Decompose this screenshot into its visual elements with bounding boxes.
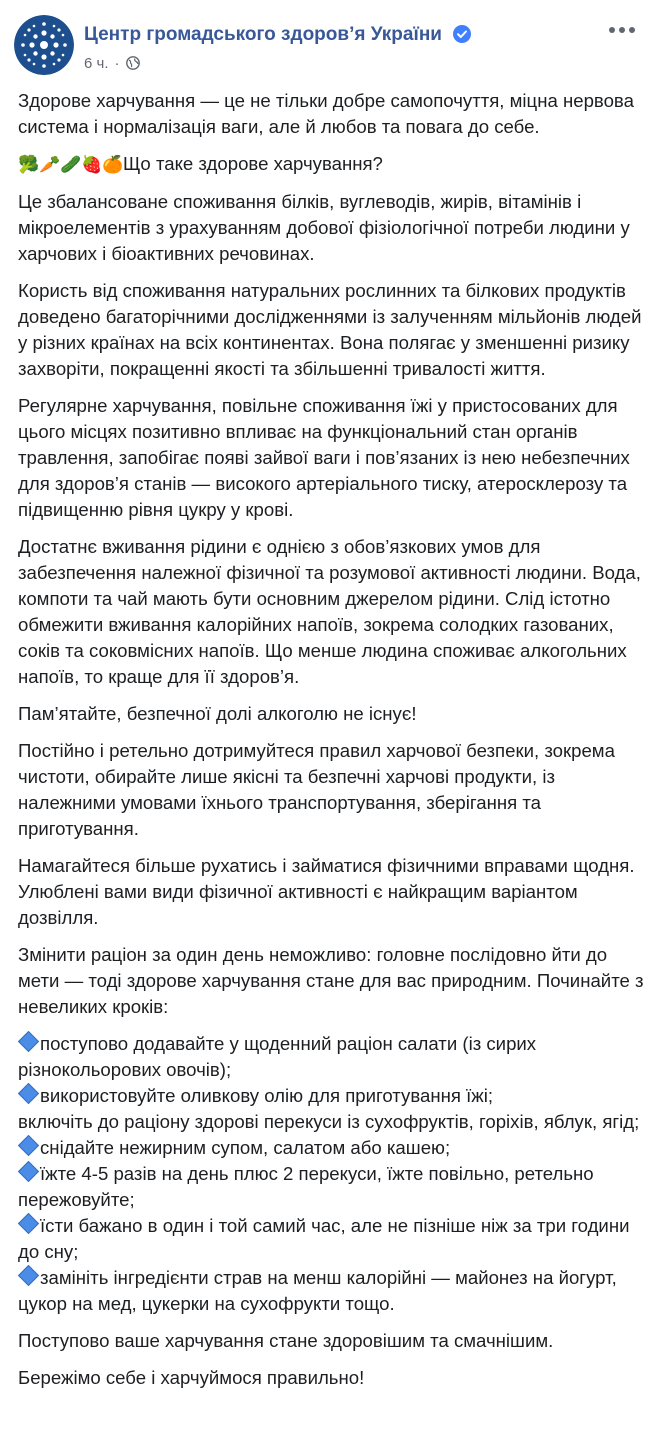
- paragraph-gradual: Поступово ваше харчування стане здоровішим та смачнішим.: [18, 1330, 554, 1351]
- list-item: поступово додавайте у щоденний раціон салати (із сирих різнокольорових овочів);: [18, 1031, 648, 1083]
- blue-diamond-icon: [18, 1031, 39, 1052]
- page-name[interactable]: Центр громадського здоров’я України: [84, 24, 442, 45]
- blue-diamond-icon: [18, 1265, 39, 1286]
- post-timestamp[interactable]: 6 ч.: [84, 55, 109, 72]
- list-item: їсти бажано в один і той самий час, але не пізніше ніж за три години до сну;: [18, 1213, 648, 1265]
- list-item: використовуйте оливкову олію для приготування їжі;: [18, 1083, 648, 1109]
- blue-diamond-icon: [18, 1161, 39, 1182]
- strawberry-icon: 🍓: [81, 155, 103, 174]
- page-avatar[interactable]: [14, 15, 74, 75]
- phc-logo-icon: [14, 15, 74, 75]
- paragraph-activity: Намагайтеся більше рухатись і займатися фізичними вправами щодня. Улюблені вами види фізичної активності є найкращим варіантом дозвілля.: [18, 855, 635, 928]
- broccoli-icon: 🥦: [18, 155, 40, 174]
- blue-diamond-icon: [18, 1135, 39, 1156]
- paragraph-intro: Здорове харчування — це не тільки добре самопочуття, міцна нервова система і нормалізація ваги, але й любов та повага до себе.: [18, 90, 634, 137]
- paragraph-definition: Це збалансоване споживання білків, вуглеводів, жирів, вітамінів і мікроелементів з урахуванням добової фізіологічної потреби людини у харчових і біоактивних речовинах.: [18, 191, 630, 264]
- globe-icon[interactable]: [126, 56, 140, 70]
- post-header: [0, 0, 655, 90]
- list-item: снідайте нежирним супом, салатом або кашею;: [18, 1135, 648, 1161]
- list-item: включіть до раціону здорові перекуси із сухофруктів, горіхів, яблук, ягід;: [18, 1111, 640, 1132]
- paragraph-alcohol: Пам’ятайте, безпечної долі алкоголю не існує!: [18, 703, 417, 724]
- paragraph-closing: Бережімо себе і харчуймося правильно!: [18, 1367, 365, 1388]
- meta-separator: ·: [114, 55, 120, 72]
- post-meta: [84, 55, 140, 72]
- paragraph-question: [18, 151, 648, 178]
- more-options-icon[interactable]: [609, 20, 635, 40]
- paragraph-fluids: Достатнє вживання рідини є однією з обов’язкових умов для забезпечення належної фізичної та розумової активності людини. Вода, компоти та чай мають бути основним джерелом рідини. Слід істотно обмежити вживання калорійних напоїв, зокрема солодких газованих, соків та соковмісних напоїв. Що менше людина споживає алкогольних напоїв, то краще для її здоров’я.: [18, 536, 641, 687]
- more-dot: [619, 27, 625, 33]
- list-item: їжте 4-5 разів на день плюс 2 перекуси, їжте повільно, ретельно пережовуйте;: [18, 1161, 648, 1213]
- tips-list: [18, 1031, 648, 1317]
- verified-badge-icon: [453, 25, 471, 43]
- question-text: Що таке здорове харчування?: [123, 153, 383, 174]
- paragraph-benefits: Користь від споживання натуральних рослинних та білкових продуктів доведено багаторічними дослідженнями із залученням мільйонів людей у різних країнах на всіх континентах. Вона полягає у зменшенні ризику захворіти, покращенні якості та збільшенні тривалості життя.: [18, 280, 642, 379]
- cucumber-icon: 🥒: [60, 155, 82, 174]
- blue-diamond-icon: [18, 1213, 39, 1234]
- paragraph-regular-eating: Регулярне харчування, повільне споживання їжі у пристосованих для цього місцях позитивно впливає на функціональний стан органів травлення, запобігає появі зайвої ваги і пов’язаних із нею небезпечних для здоров’я станів — високого артеріального тиску, атеросклерозу та підвищенню рівня цукру у крові.: [18, 395, 630, 520]
- post-body: [18, 88, 648, 1402]
- more-dot: [609, 27, 615, 33]
- paragraph-change-diet: Змінити раціон за один день неможливо: головне послідовно йти до мети — тоді здорове харчування стане для вас природним. Починайте з невеликих кроків:: [18, 944, 644, 1017]
- orange-icon: 🍊: [102, 155, 124, 174]
- carrot-icon: 🥕: [39, 155, 61, 174]
- page-name-link[interactable]: [84, 24, 471, 46]
- more-dot: [629, 27, 635, 33]
- list-item: замініть інгредієнти страв на менш калорійні — майонез на йогурт, цукор на мед, цукерки на сухофрукти тощо.: [18, 1265, 648, 1317]
- paragraph-food-safety: Постійно і ретельно дотримуйтеся правил харчової безпеки, зокрема чистоти, обирайте лише якісні та безпечні харчові продукти, із належними умовами їхнього транспортування, зберігання та приготування.: [18, 740, 615, 839]
- blue-diamond-icon: [18, 1083, 39, 1104]
